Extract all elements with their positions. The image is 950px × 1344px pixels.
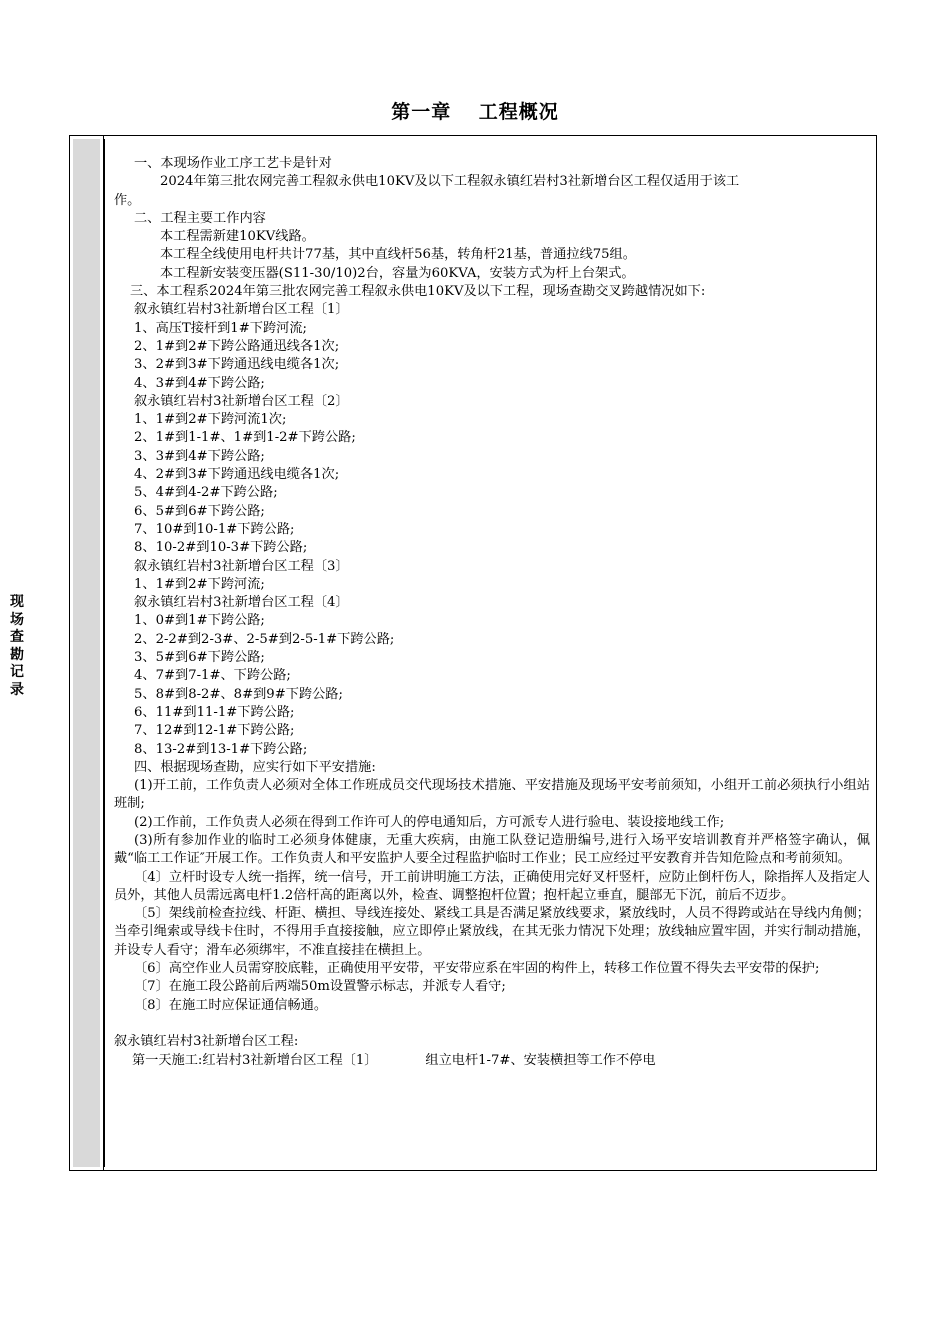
content-line: 2、1#到2#下跨公路通迅线各1次; [134,338,340,354]
content-line: 7、12#到12-1#下跨公路; [134,723,295,739]
content-line: 5、4#到4-2#下跨公路; [134,485,278,501]
side-label-site-survey-record [0,594,34,699]
content-line: 本工程全线使用电杆共计77基，其中直线杆56基，转角杆21基，普通拉线75组。 [160,247,636,263]
content-line: 8、13-2#到13-1#下跨公路; [134,741,308,757]
safety-measure: (3)所有参加作业的临时工必须身体健康，无重大疾病，由施工队登记造册编号,进行入场平安培训教育并严格签字确认，佩戴“临工工作证″开展工作。工作负责人和平安监护人要全过程监护临时工作业；民工应经过平安教育并告知危险点和考前须知。 [114,832,870,867]
blank-line [114,1015,870,1033]
safety-measure: 〔4〕立杆时设专人统一指挥，统一信号，开工前讲明施工方法，正确使用完好叉杆竖杆，应防止倒杆伤人，除指挥人及指定人员外，其他人员需远离电杆1.2倍杆高的距离以外，检查、调整抱杆位置；抱杆起立垂直，腿部无下沉，前后不迈步。 [114,869,870,903]
safety-measure: (2)工作前，工作负责人必须在得到工作许可人的停电通知后，方可派专人进行验电、装设接地线工作; [134,814,725,830]
side-label-cell [70,136,104,1170]
content-line: 6、11#到11-1#下跨公路; [134,704,295,720]
content-line: 本工程需新建10KV线路。 [160,229,315,245]
safety-measure: 〔6〕高空作业人员需穿胶底鞋，正确使用平安带，平安带应系在牢固的构件上，转移工作位置不得失去平安带的保护; [134,961,820,977]
content-line: 2、1#到1-1#、1#到1-2#下跨公路; [134,430,356,446]
content-line: 叙永镇红岩村3社新增台区工程〔1〕 [134,302,349,318]
safety-measure: 〔7〕在施工段公路前后两端50m设置警示标志，并派专人看守; [134,979,506,995]
content-line: 1、0#到1#下跨公路; [134,613,265,629]
footer-day1 [114,1052,870,1070]
content-line: 3、5#到6#下跨公路; [134,650,265,666]
side-label-char: 记 [10,664,24,680]
content-line: 7、10#到10-1#下跨公路; [134,521,295,537]
content-line: 本工程新安装变压器(S11-30/10)2台，容量为60KVA，安装方式为杆上台架式。 [160,265,635,281]
content-line: 4、2#到3#下跨通迅线电缆各1次; [134,467,340,483]
safety-measure: (1)开工前，工作负责人必须对全体工作班成员交代现场技术措施、平安措施及现场平安考前须知，小组开工前必须执行小组站班制; [114,778,870,812]
content-line: 叙永镇红岩村3社新增台区工程〔4〕 [134,595,349,611]
content-line: 1、1#到2#下跨河流1次; [134,412,287,428]
content-line: 6、5#到6#下跨公路; [134,503,265,519]
side-label-char: 勘 [10,646,24,663]
content-line: 3、3#到4#下跨公路; [134,448,265,464]
content-line: 一、本现场作业工序工艺卡是针对 [134,156,332,171]
side-label-char: 场 [10,611,24,628]
safety-measure: 〔5〕架线前检查拉线、杆距、横担、导线连接处、紧线工具是否满足紧放线要求，紧放线时，人员不得跨或站在导线内角侧；当牵引绳索或导线卡住时，不得用手直接接触，应立即停止紧放线，在其无张力情况下处理；放线轴应置牢固，并实行制动措施，并设专人看守；滑车必须绑牢，不准直接挂在横担上。 [114,906,870,958]
content-line: 4、3#到4#下跨公路; [134,375,265,391]
content-line: 二、工程主要工作内容 [134,210,266,226]
content-line: 叙永镇红岩村3社新增台区工程〔2〕 [134,393,349,409]
footer-project: 叙永镇红岩村3社新增台区工程: [114,1034,299,1050]
content-line: 3、2#到3#下跨通迅线电缆各1次; [134,357,340,373]
content-line: 5、8#到8-2#、8#到9#下跨公路; [134,686,343,702]
side-label-char: 查 [10,629,24,645]
day1-task: 组立电杆1-7#、安装横担等工作不停电 [425,1052,656,1068]
side-label-char: 录 [10,681,24,698]
side-label-shading [73,139,100,1167]
content-line: 三、本工程系2024年第三批农网完善工程叙永供电10KV及以下工程，现场查勘交叉跨越情况如下: [130,284,706,300]
content-line: 作。 [114,192,141,208]
content-cell [114,155,870,1070]
content-line: 8、10-2#到10-3#下跨公路; [134,540,308,556]
safety-measure: 〔8〕在施工时应保证通信畅通。 [134,997,328,1013]
content-line: 四、根据现场查勘，应实行如下平安措施: [134,759,376,775]
side-label-char: 现 [10,594,24,610]
content-line: 2、2-2#到2-3#、2-5#到2-5-1#下跨公路; [134,631,395,647]
content-line: 2024年第三批农网完善工程叙永供电10KV及以下工程叙永镇红岩村3社新增台区工程仅适用于该工 [160,174,740,190]
content-line: 4、7#到7-1#、下跨公路; [134,668,291,684]
page-title: 第一章 工程概况 [391,101,559,123]
content-line: 叙永镇红岩村3社新增台区工程〔3〕 [134,558,349,574]
content-line: 1、高压T接杆到1#下跨河流; [134,320,307,336]
day1-label: 第一天施工:红岩村3社新增台区工程〔1〕 [132,1052,378,1068]
content-line: 1、1#到2#下跨河流; [134,576,265,592]
